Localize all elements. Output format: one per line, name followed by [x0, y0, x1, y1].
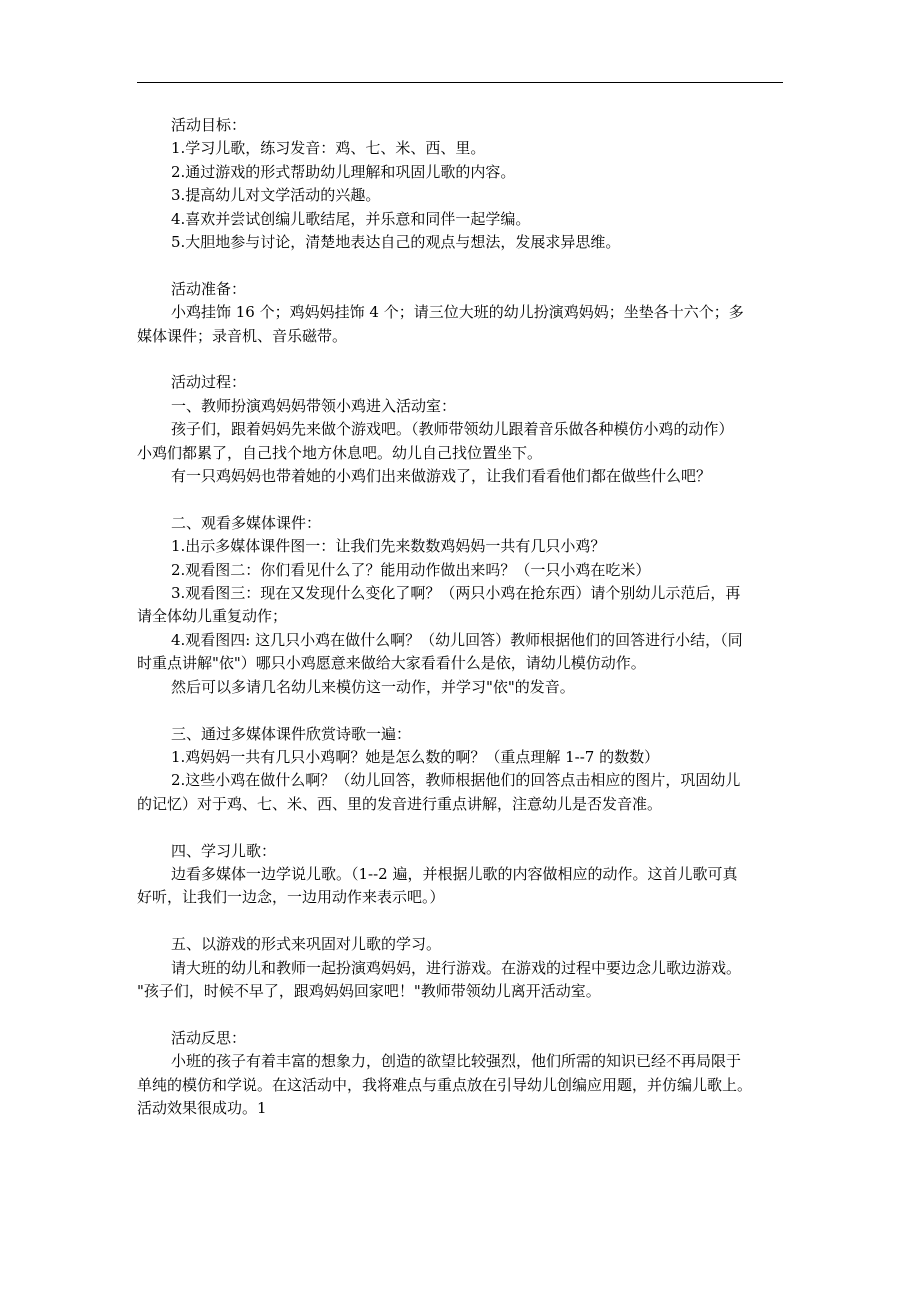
goal-item: 3.提高幼儿对文学活动的兴趣。 [171, 186, 381, 205]
goals-heading: 活动目标： [171, 116, 247, 134]
step1-line: 孩子们，跟着妈妈先来做个游戏吧。（教师带领幼儿跟着音乐做各种模仿小鸡的动作） [171, 420, 734, 439]
step3-line: 2.这些小鸡在做什么啊？（幼儿回答，教师根据他们的回答点击相应的图片，巩固幼儿 [171, 771, 741, 790]
step2-line: 时重点讲解"依"）哪只小鸡愿意来做给大家看看什么是依，请幼儿模仿动作。 [137, 654, 646, 673]
step1-line: 有一只鸡妈妈也带着她的小鸡们出来做游戏了，让我们看看他们都在做些什么吧？ [171, 467, 712, 486]
reflection-heading: 活动反思： [171, 1028, 247, 1047]
prep-line: 媒体课件；录音机、音乐磁带。 [137, 326, 348, 345]
step2-line: 3.观看图三：现在又发现什么变化了啊？（两只小鸡在抢东西）请个别幼儿示范后，再 [171, 584, 741, 603]
step3-line: 1.鸡妈妈一共有几只小鸡啊？她是怎么数的啊？（重点理解 1--7 的数数） [171, 747, 660, 766]
reflection-line: 小班的孩子有着丰富的想象力，创造的欲望比较强烈，他们所需的知识已经不再局限于 [171, 1052, 742, 1071]
step5-line: 请大班的幼儿和教师一起扮演鸡妈妈，进行游戏。在游戏的过程中要边念儿歌边游戏。 [171, 958, 742, 977]
step4-line: 好听，让我们一边念，一边用动作来表示吧。） [137, 888, 445, 907]
step2-line: 2.观看图二：你们看见什么了？能用动作做出来吗？（一只小鸡在吃米） [171, 560, 651, 579]
step5-line: "孩子们，时候不早了，跟鸡妈妈回家吧！"教师带领幼儿离开活动室。 [137, 981, 601, 1000]
step2-line: 然后可以多请几名幼儿来模仿这一动作，并学习"依"的发音。 [171, 677, 575, 696]
reflection-line: 活动效果很成功。1 [137, 1098, 267, 1117]
step4-title: 四、学习儿歌： [171, 841, 277, 860]
prep-heading: 活动准备： [171, 279, 247, 298]
goal-item: 5.大胆地参与讨论，清楚地表达自己的观点与想法，发展求异思维。 [171, 233, 621, 252]
goal-item: 2.通过游戏的形式帮助幼儿理解和巩固儿歌的内容。 [171, 162, 516, 181]
step1-line: 小鸡们都累了，自己找个地方休息吧。幼儿自己找位置坐下。 [137, 443, 543, 462]
step5-title: 五、以游戏的形式来巩固对儿歌的学习。 [171, 935, 442, 954]
prep-line: 小鸡挂饰 16 个；鸡妈妈挂饰 4 个；请三位大班的幼儿扮演鸡妈妈；坐垫各十六个；多 [171, 303, 744, 322]
goal-item: 4.喜欢并尝试创编儿歌结尾，并乐意和同伴一起学编。 [171, 209, 531, 228]
step4-line: 边看多媒体一边学说儿歌。（1--2 遍，并根据儿歌的内容做相应的动作。这首儿歌可真 [171, 864, 738, 883]
process-heading: 活动过程： [171, 373, 247, 392]
goal-item: 1.学习儿歌，练习发音：鸡、七、米、西、里。 [171, 139, 486, 158]
step2-line: 1.出示多媒体课件图一：让我们先来数数鸡妈妈一共有几只小鸡？ [171, 537, 606, 556]
step2-line: 4.观看图四: 这几只小鸡在做什么啊？（幼儿回答）教师根据他们的回答进行小结，（同 [171, 630, 743, 649]
reflection-line: 单纯的模仿和学说。在这活动中，我将难点与重点放在引导幼儿创编应用题，并仿编儿歌上。 [137, 1075, 753, 1094]
step1-title: 一、教师扮演鸡妈妈带领小鸡进入活动室： [171, 396, 457, 415]
step3-line: 的记忆）对于鸡、七、米、西、里的发音进行重点讲解，注意幼儿是否发音准。 [137, 794, 663, 813]
step3-title: 三、通过多媒体课件欣赏诗歌一遍： [171, 724, 412, 743]
header-rule [137, 82, 783, 83]
step2-line: 请全体幼儿重复动作； [137, 607, 288, 626]
document-body [137, 114, 787, 1120]
step2-title: 二、观看多媒体课件： [171, 513, 322, 532]
